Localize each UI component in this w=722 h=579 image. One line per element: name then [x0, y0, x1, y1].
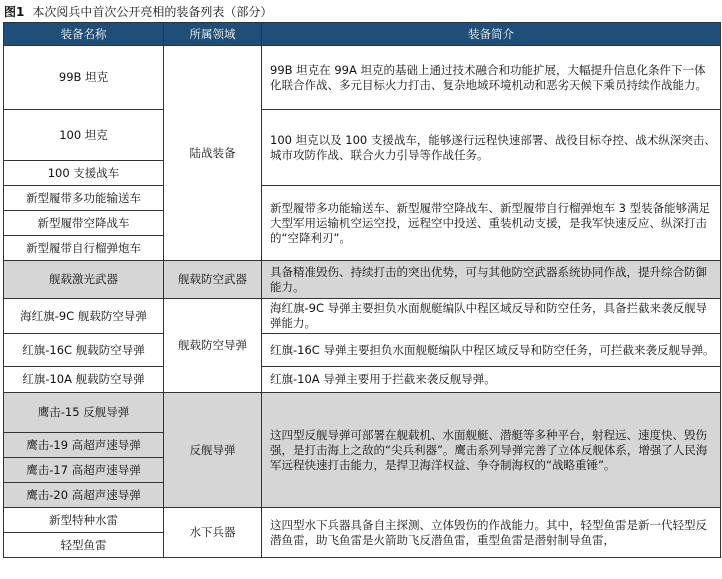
equipment-name: 99B 坦克: [4, 46, 164, 110]
equipment-desc: 这四型水下兵器具备自主探测、立体毁伤的作战能力。其中，轻型鱼雷是新一代轻型反潜鱼雷，助飞鱼雷是火箭助飞反潜鱼雷，重型鱼雷是潜射制导鱼雷，: [262, 508, 721, 558]
equipment-name: 新型履带多功能输送车: [4, 186, 164, 211]
table-row: [4, 508, 721, 533]
equipment-name: 新型履带自行榴弹炮车: [4, 236, 164, 261]
table-row: [4, 367, 721, 393]
equipment-desc: 这四型反舰导弹可部署在舰载机、水面舰艇、潜艇等多种平台，射程远、速度快、毁伤强，是打击海上之敌的“尖兵利器”。鹰击系列导弹完善了立体反舰体系，增强了人民海军远程快速打击能力，是捍卫海洋权益、争夺制海权的“战略重锤”。: [262, 393, 721, 508]
domain-cell: 水下兵器: [164, 508, 262, 558]
table-row: [4, 299, 721, 334]
equipment-name: 鹰击-17 高超声速导弹: [4, 458, 164, 483]
equipment-desc: 100 坦克以及 100 支援战车，能够遂行远程快速部署、战役目标夺控、战术纵深突击、城市攻防作战、联合火力引导等作战任务。: [262, 110, 721, 186]
table-row: [4, 261, 721, 299]
equipment-name: 鹰击-20 高超声速导弹: [4, 483, 164, 508]
header-domain: 所属领域: [164, 23, 262, 46]
equipment-name: 鹰击-15 反舰导弹: [4, 393, 164, 433]
equipment-desc: 红旗-10A 导弹主要用于拦截来袭反舰导弹。: [262, 367, 721, 393]
equipment-desc: 海红旗-9C 导弹主要担负水面舰艇编队中程区域反导和防空任务，具备拦截来袭反舰导弹能力。: [262, 299, 721, 334]
equipment-desc: 99B 坦克在 99A 坦克的基础上通过技术融合和功能扩展，大幅提升信息化条件下一体化联合作战、多元目标火力打击、复杂地域环境机动和恶劣天候下乘员持续作战能力。: [262, 46, 721, 110]
domain-cell: 陆战装备: [164, 46, 262, 261]
domain-cell: 反舰导弹: [164, 393, 262, 508]
table-row: [4, 393, 721, 433]
table-row: [4, 334, 721, 367]
caption-text: 本次阅兵中首次公开亮相的装备列表（部分）: [32, 5, 273, 19]
equipment-desc: 具备精准毁伤、持续打击的突出优势，可与其他防空武器系统协同作战，提升综合防御能力。: [262, 261, 721, 299]
equipment-name: 轻型鱼雷: [4, 533, 164, 558]
header-desc: 装备简介: [262, 23, 721, 46]
equipment-desc: 新型履带多功能输送车、新型履带空降战车、新型履带自行榴弹炮车 3 型装备能够满足大型军用运输机空运空投，远程空中投送、重装机动支援，是我军快速反应、纵深打击的“空降利刃”。: [262, 186, 721, 261]
table-row: [4, 186, 721, 211]
figure-caption: [4, 3, 272, 21]
equipment-table: [3, 22, 721, 558]
equipment-name: 红旗-10A 舰载防空导弹: [4, 367, 164, 393]
equipment-name: 新型特种水雷: [4, 508, 164, 533]
equipment-name: 舰载激光武器: [4, 261, 164, 299]
equipment-name: 鹰击-19 高超声速导弹: [4, 433, 164, 458]
domain-cell: 舰载防空导弹: [164, 299, 262, 393]
table-header-row: [4, 23, 721, 46]
header-name: 装备名称: [4, 23, 164, 46]
equipment-name: 新型履带空降战车: [4, 211, 164, 236]
domain-cell: 舰载防空武器: [164, 261, 262, 299]
table-row: [4, 110, 721, 161]
equipment-desc: 红旗-16C 导弹主要担负水面舰艇编队中程区域反导和防空任务，可拦截来袭反舰导弹。: [262, 334, 721, 367]
equipment-name: 100 支援战车: [4, 161, 164, 186]
equipment-name: 海红旗-9C 舰载防空导弹: [4, 299, 164, 334]
equipment-name: 100 坦克: [4, 110, 164, 161]
figure-label: 图1: [4, 5, 25, 19]
equipment-name: 红旗-16C 舰载防空导弹: [4, 334, 164, 367]
table-row: [4, 46, 721, 110]
